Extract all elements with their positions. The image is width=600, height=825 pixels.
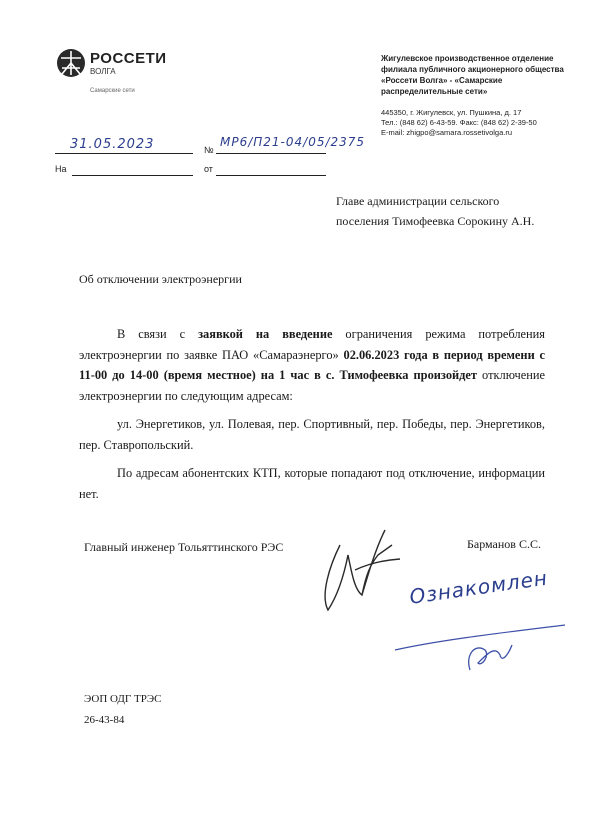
signatory-title: Главный инженер Тольяттинского РЭС xyxy=(84,540,284,554)
organization-block: Жигулевское производственное отделение филиала публичного акционерного общества «Россети Волга» - «Самарские распределительные сети» xyxy=(381,54,564,96)
addressee-line2: поселения Тимофеевка Сорокину А.Н. xyxy=(336,214,535,228)
addressee-line1: Главе администрации сельского xyxy=(336,194,500,208)
ot-label: от xyxy=(204,164,213,174)
handwritten-number: МР6/П21-04/05/2375 xyxy=(220,135,366,149)
letter-subject: Об отключении электроэнергии xyxy=(79,272,242,286)
number-label: № xyxy=(204,145,214,155)
na-label: На xyxy=(55,164,67,174)
footer-phone: 26-43-84 xyxy=(84,714,125,726)
body-paragraph-3: По адресам абонентских КТП, которые попадают под отключение, информации нет. xyxy=(79,466,545,501)
logo-subtitle: Самарские сети xyxy=(90,88,135,94)
body-paragraph-1 xyxy=(79,324,545,406)
p1-text-e: отключение электроэнергии по следующим адресам: xyxy=(79,368,545,403)
p1-text-a: В связи с xyxy=(117,327,199,341)
footer-department: ЭОП ОДГ ТРЭС xyxy=(84,693,162,705)
org-address: 445350, г. Жигулевск, ул. Пушкина, д. 17 xyxy=(381,108,522,117)
rosseti-logo-icon xyxy=(56,48,86,78)
p1-bold-d: 02.06.2023 года в период времени с 11-00 до 14-00 (время местное) на 1 час в с. Тимофеевка произойдет xyxy=(79,347,545,382)
contact-block xyxy=(381,108,581,138)
p1-bold-b: заявкой на введение xyxy=(198,327,333,341)
ot-line xyxy=(216,175,326,176)
signatory-name: Барманов С.С. xyxy=(467,537,541,551)
logo-name: РОССЕТИ xyxy=(90,50,167,67)
number-line xyxy=(216,153,326,154)
logo-region: ВОЛГА xyxy=(90,67,116,76)
org-email: E-mail: zhigpo@samara.rossetivolga.ru xyxy=(381,128,512,137)
na-line xyxy=(72,175,193,176)
acknowledgement-text: Ознакомлен xyxy=(408,565,550,609)
company-logo xyxy=(56,48,166,98)
p1-text-c: ограничения режима потребления электроэнергии по заявке ПАО «Самараэнерго» xyxy=(79,327,545,362)
handwritten-signature xyxy=(300,515,410,625)
body-paragraph-2: ул. Энергетиков, ул. Полевая, пер. Спортивный, пер. Победы, пер. Энергетиков, пер. Ставропольский. xyxy=(79,417,545,452)
addressee xyxy=(336,191,576,231)
date-line xyxy=(55,153,193,154)
handwritten-date: 31.05.2023 xyxy=(70,137,155,152)
acknowledgement-signature xyxy=(390,615,570,680)
org-phone: Тел.: (848 62) 6-43-59. Факс: (848 62) 2-39-50 xyxy=(381,118,537,127)
